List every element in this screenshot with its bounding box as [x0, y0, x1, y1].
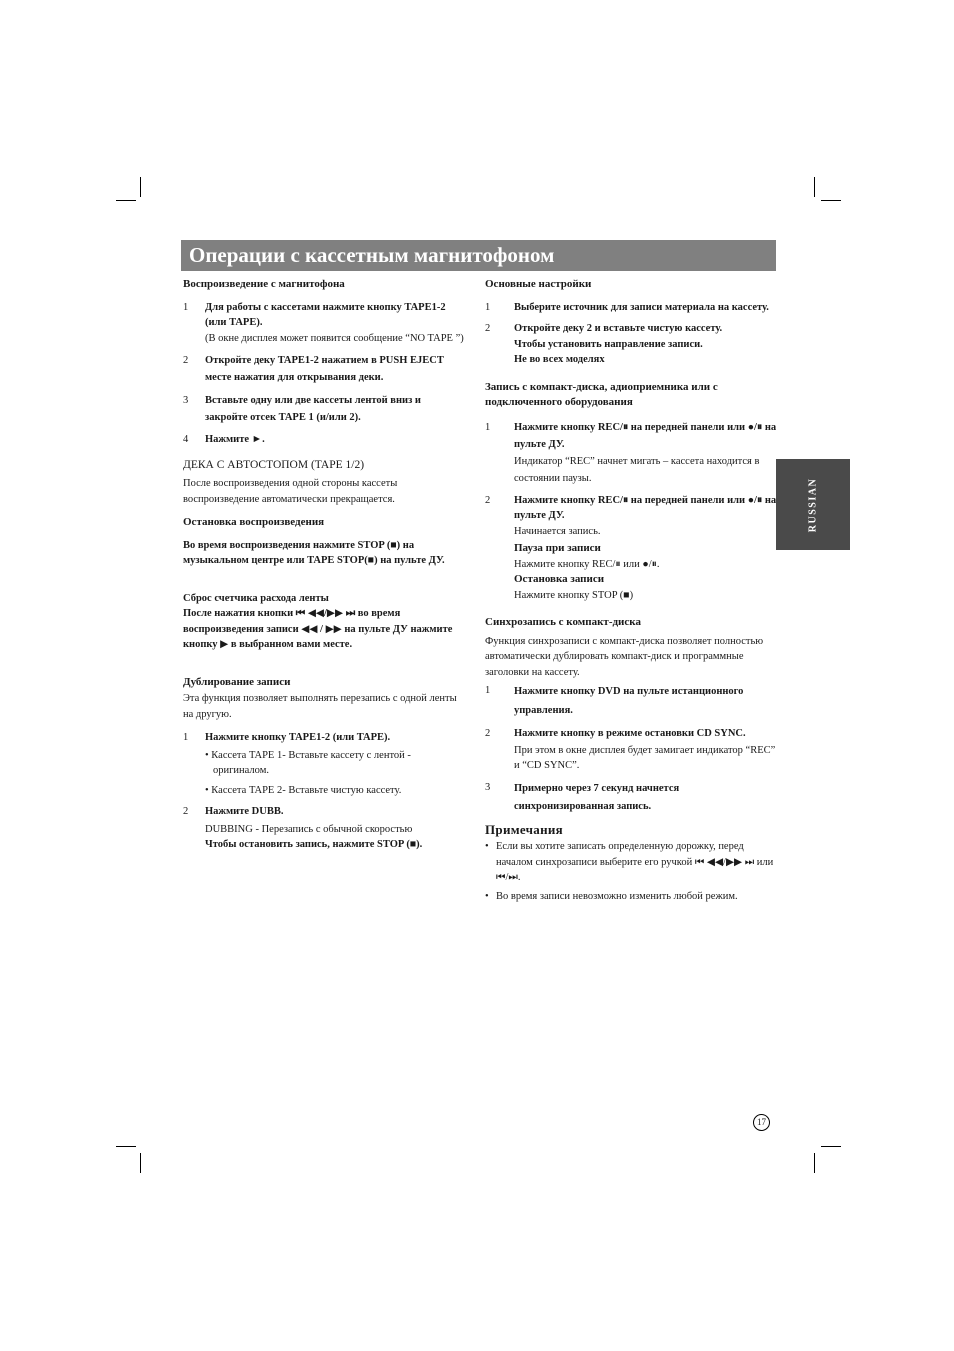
step-number: 2: [485, 323, 491, 334]
step-item: [183, 730, 465, 746]
bullet-item: • Кассета TAPE 2- Вставьте чистую кассету.: [205, 784, 402, 796]
bullet-item: • Кассета TAPE 1- Вставьте кассету с лентой - оригиналом.: [205, 749, 411, 776]
step-item: [183, 300, 465, 347]
page-title: Операции с кассетным магнитофоном: [181, 240, 776, 271]
crop-mark: [814, 177, 815, 197]
step-item: [485, 493, 777, 604]
step-number: 2: [183, 806, 189, 817]
section-heading: Сброс счетчика расхода ленты: [183, 592, 329, 604]
subheading: Остановка записи: [514, 573, 605, 585]
step-item: [485, 300, 777, 316]
step-text: Для работы с кассетами нажмите кнопку TAPE1-2 (или TAPE).: [205, 301, 446, 328]
list-item: [485, 889, 777, 905]
step-number: 3: [183, 395, 189, 406]
step-text: Примерно через 7 секунд начнется синхронизированная запись.: [514, 782, 680, 812]
step-text: Выберите источник для записи материала на кассету.: [514, 301, 769, 313]
crop-mark: [140, 177, 141, 197]
crop-mark: [814, 1153, 815, 1173]
paragraph: Функция синхрозаписи с компакт-диска позволяет полностью автоматически дублировать компакт-диск и программные заголовки на кассету.: [485, 635, 764, 678]
section-heading: Примечания: [485, 821, 563, 837]
step-item: [485, 682, 777, 720]
step-text: Откройте деку 2 и вставьте чистую кассету.: [514, 323, 723, 334]
step-item: [183, 352, 465, 386]
step-number: 1: [183, 732, 189, 743]
step-number: 1: [485, 685, 491, 696]
crop-mark: [140, 1153, 141, 1173]
step-number: 2: [183, 355, 189, 366]
step-item: [183, 392, 465, 426]
list-item: [485, 839, 777, 886]
step-text: Откройте деку TAPE1-2 нажатием в PUSH EJECT месте нажатия для открывания деки.: [205, 355, 444, 383]
crop-mark: [116, 200, 136, 201]
crop-mark: [116, 1146, 136, 1147]
step-text: Нажмите ►.: [205, 434, 265, 445]
step-number: 2: [485, 494, 491, 506]
step-note: Нажмите кнопку REC/⏸ или ●/⏸.: [514, 558, 660, 570]
language-label: RUSSIAN: [807, 477, 819, 532]
step-number: 1: [485, 421, 491, 433]
step-note: Чтобы остановить запись, нажмите STOP (■).: [205, 839, 423, 850]
step-note: Чтобы установить направление записи.: [514, 338, 703, 350]
step-note: DUBBING - Перезапись с обычной скоростью: [205, 823, 413, 835]
note-text: Если вы хотите записать определенную дорожку, перед началом синхрозаписи выберите его ручкой ⏮ ◀◀/▶▶ ⏭ или ⏮/⏭.: [496, 841, 774, 883]
bullet-icon: •: [485, 841, 489, 852]
step-text: Нажмите кнопку в режиме остановки CD SYNC.: [514, 728, 746, 739]
section-heading: Дублирование записи: [183, 675, 291, 688]
step-note: (В окне дисплея может появится сообщение “NO TAPE ”): [205, 332, 464, 344]
paragraph: Эта функция позволяет выполнять перезапись с одной ленты на другую.: [183, 693, 457, 720]
step-number: 2: [485, 728, 491, 739]
step-note: Индикатор “REC” начнет мигать – кассета находится в состоянии паузы.: [514, 455, 760, 484]
step-note: Не во всех моделях: [514, 354, 605, 365]
paragraph: Во время воспроизведения нажмите STOP (■) на музыкальном центре или TAPE STOP(■) на пульте ДУ.: [183, 539, 445, 566]
section-heading: Синхрозапись с компакт-диска: [485, 616, 641, 628]
subheading: Пауза при записи: [514, 542, 601, 554]
step-text: Нажмите кнопку TAPE1-2 (или TAPE).: [205, 732, 391, 743]
step-number: 1: [183, 301, 189, 313]
step-number: 1: [485, 301, 491, 313]
step-note: Начинается запись.: [514, 525, 601, 537]
left-column: [183, 277, 465, 859]
step-text: Нажмите кнопку REC/⏸ на передней панели или ●/⏸ на пульте ДУ.: [514, 494, 777, 521]
paragraph: После воспроизведения одной стороны кассеты воспроизведение автоматически прекращается.: [183, 478, 398, 505]
language-tab: [776, 459, 850, 550]
step-number: 4: [183, 434, 189, 445]
page-number: 17: [753, 1114, 770, 1131]
step-text: Нажмите кнопку REC/⏸ на передней панели или ●/⏸ на пульте ДУ.: [514, 421, 777, 450]
step-item: [485, 780, 777, 816]
step-item: [183, 432, 465, 448]
section-heading: ДЕКА С АВТОСТОПОМ (TAPE 1/2): [183, 458, 365, 471]
paragraph: После нажатия кнопки ⏮ ◀◀/▶▶ ⏭ во время воспроизведения записи ◀◀ / ▶▶ на пульте ДУ нажмите кнопку ▶ в выбранном вами месте.: [183, 608, 453, 650]
step-number: 3: [485, 781, 491, 793]
section-heading: Воспроизведение с магнитофона: [183, 278, 345, 290]
step-item: [485, 321, 777, 368]
step-note: При этом в окне дисплея будет замигает индикатор “REC” и “CD SYNC”.: [514, 744, 776, 771]
note-text: Во время записи невозможно изменить любой режим.: [496, 890, 738, 902]
step-item: [485, 419, 777, 487]
step-item: [485, 726, 777, 774]
crop-mark: [821, 1146, 841, 1147]
section-heading: Запись с компакт-диска, адиоприемника или с подключенного оборудования: [485, 380, 718, 408]
section-heading: Основные настройки: [485, 278, 592, 290]
step-item: [183, 804, 465, 853]
bullet-icon: •: [485, 890, 489, 902]
section-heading: Остановка воспроизведения: [183, 516, 325, 528]
step-text: Вставьте одну или две кассеты лентой вниз и закройте отсек TAPE 1 (и/или 2).: [205, 395, 421, 423]
step-text: Нажмите DUBB.: [205, 806, 284, 817]
step-text: Нажмите кнопку DVD на пульте истанционного управления.: [514, 686, 744, 716]
crop-mark: [821, 200, 841, 201]
right-column: [485, 277, 777, 907]
step-note: Нажмите кнопку STOP (■): [514, 589, 634, 601]
